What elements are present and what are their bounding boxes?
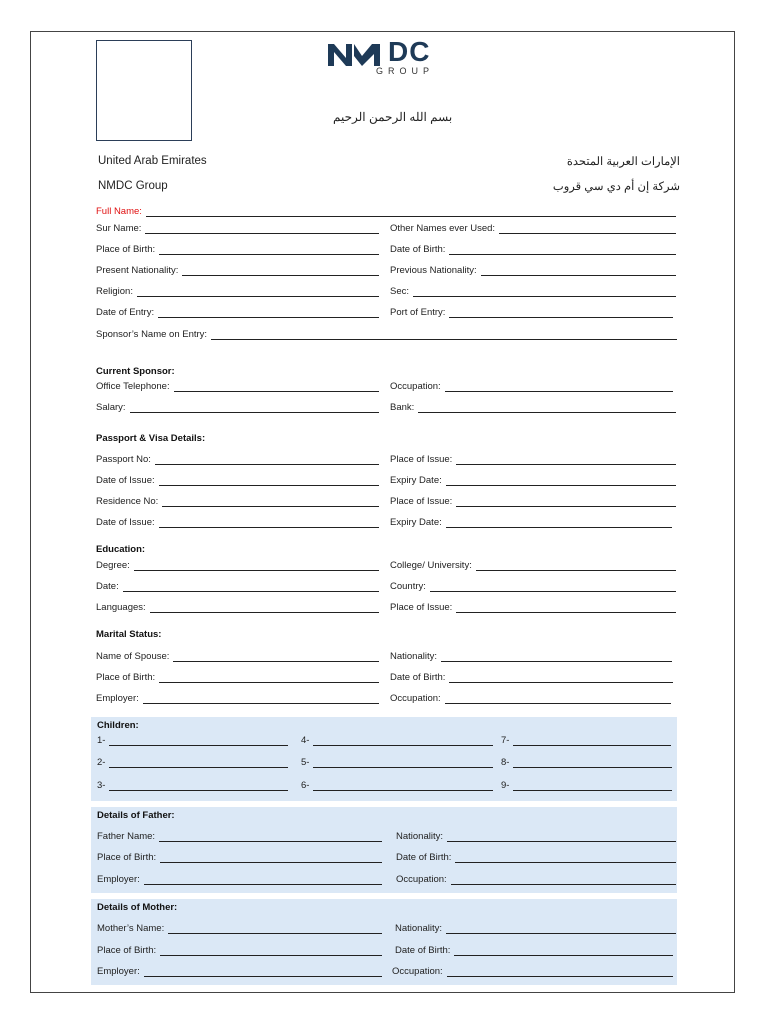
father-occupation-label: Occupation: — [396, 874, 447, 885]
spouse-nationality-line[interactable] — [441, 654, 672, 662]
religion-label: Religion: — [96, 286, 133, 297]
spouse-occupation-label: Occupation: — [390, 693, 441, 704]
child-2-line[interactable] — [109, 760, 288, 768]
religion-field[interactable] — [96, 285, 379, 297]
father-nationality-field[interactable] — [396, 830, 676, 842]
other-names-field[interactable] — [390, 222, 676, 234]
spouse-name-line[interactable] — [173, 654, 379, 662]
mother-place-of-birth-line[interactable] — [160, 948, 382, 956]
port-of-entry-field[interactable] — [390, 306, 673, 318]
mother-nationality-label: Nationality: — [395, 923, 442, 934]
spouse-place-of-birth-label: Place of Birth: — [96, 672, 156, 683]
company-en: NMDC Group — [98, 180, 168, 192]
education-date-field[interactable] — [96, 580, 379, 592]
sponsor-on-entry-field[interactable] — [96, 328, 677, 340]
mother-name-field[interactable] — [97, 922, 382, 934]
residence-date-of-issue-label: Date of Issue: — [96, 517, 155, 528]
spouse-place-of-birth-line[interactable] — [159, 675, 379, 683]
spouse-date-of-birth-field[interactable] — [390, 671, 673, 683]
children-heading: Children: — [97, 720, 139, 731]
mother-place-of-birth-field[interactable] — [97, 944, 382, 956]
father-employer-field[interactable] — [97, 873, 382, 885]
country-en: United Arab Emirates — [98, 155, 207, 167]
residence-expiry-line[interactable] — [446, 520, 672, 528]
date-of-entry-line[interactable] — [158, 310, 379, 318]
sec-label: Sec: — [390, 286, 410, 297]
residence-expiry-field[interactable] — [390, 516, 672, 528]
basmala: بسم الله الرحمن الرحيم — [333, 110, 453, 124]
mother-name-label: Mother’s Name: — [97, 923, 165, 934]
child-3-line[interactable] — [109, 783, 288, 791]
spouse-date-of-birth-label: Date of Birth: — [390, 672, 446, 683]
child-4-field[interactable] — [301, 734, 493, 746]
nmdc-logo — [328, 38, 436, 80]
spouse-place-of-birth-field[interactable] — [96, 671, 379, 683]
mother-occupation-field[interactable] — [392, 965, 673, 977]
marital-heading: Marital Status: — [96, 629, 162, 640]
mother-name-line[interactable] — [168, 926, 382, 934]
present-nationality-label: Present Nationality: — [96, 265, 179, 276]
sur-name-label: Sur Name: — [96, 223, 142, 234]
date-of-birth-line[interactable] — [449, 247, 676, 255]
photo-box[interactable] — [96, 40, 192, 141]
education-date-line[interactable] — [123, 584, 379, 592]
bank-line[interactable] — [418, 405, 676, 413]
mother-employer-field[interactable] — [97, 965, 382, 977]
mother-employer-line[interactable] — [144, 969, 382, 977]
residence-no-field[interactable] — [96, 495, 379, 507]
degree-field[interactable] — [96, 559, 379, 571]
spouse-name-label: Name of Spouse: — [96, 651, 170, 662]
child-2-field[interactable] — [97, 756, 288, 768]
father-occupation-field[interactable] — [396, 873, 676, 885]
passport-place-of-issue-line[interactable] — [456, 457, 676, 465]
child-6-label: 6- — [301, 780, 310, 791]
child-4-line[interactable] — [313, 738, 493, 746]
office-telephone-label: Office Telephone: — [96, 381, 170, 392]
salary-line[interactable] — [130, 405, 379, 413]
education-country-line[interactable] — [430, 584, 676, 592]
full-name-line[interactable] — [146, 209, 676, 217]
child-6-line[interactable] — [313, 783, 493, 791]
passport-no-label: Passport No: — [96, 454, 151, 465]
date-of-entry-field[interactable] — [96, 306, 379, 318]
college-label: College/ University: — [390, 560, 472, 571]
passport-no-line[interactable] — [155, 457, 379, 465]
father-date-of-birth-line[interactable] — [455, 855, 676, 863]
child-5-label: 5- — [301, 757, 310, 768]
place-of-birth-label: Place of Birth: — [96, 244, 156, 255]
child-4-label: 4- — [301, 735, 310, 746]
port-of-entry-label: Port of Entry: — [390, 307, 446, 318]
education-date-label: Date: — [96, 581, 119, 592]
child-7-label: 7- — [501, 735, 510, 746]
education-heading: Education: — [96, 544, 146, 555]
sponsor-occupation-line[interactable] — [445, 384, 673, 392]
salary-field[interactable] — [96, 401, 379, 413]
date-of-birth-label: Date of Birth: — [390, 244, 446, 255]
degree-label: Degree: — [96, 560, 130, 571]
child-7-line[interactable] — [513, 738, 671, 746]
port-of-entry-line[interactable] — [449, 310, 673, 318]
education-place-of-issue-label: Place of Issue: — [390, 602, 453, 613]
degree-line[interactable] — [134, 563, 379, 571]
passport-place-of-issue-label: Place of Issue: — [390, 454, 453, 465]
logo-group-text: GROUP — [376, 66, 435, 76]
residence-date-of-issue-line[interactable] — [159, 520, 379, 528]
other-names-label: Other Names ever Used: — [390, 223, 496, 234]
office-telephone-field[interactable] — [96, 380, 379, 392]
nmdc-logo-mark — [328, 42, 386, 66]
father-date-of-birth-label: Date of Birth: — [396, 852, 452, 863]
passport-heading: Passport & Visa Details: — [96, 433, 206, 444]
father-place-of-birth-field[interactable] — [97, 851, 382, 863]
sponsor-on-entry-line[interactable] — [211, 332, 677, 340]
father-employer-line[interactable] — [144, 877, 382, 885]
spouse-employer-line[interactable] — [143, 696, 379, 704]
country-ar: الإمارات العربية المتحدة — [566, 156, 680, 168]
previous-nationality-field[interactable] — [390, 264, 676, 276]
spouse-occupation-line[interactable] — [445, 696, 671, 704]
education-country-label: Country: — [390, 581, 426, 592]
present-nationality-line[interactable] — [182, 268, 379, 276]
father-place-of-birth-line[interactable] — [160, 855, 382, 863]
residence-no-line[interactable] — [162, 499, 379, 507]
child-1-line[interactable] — [109, 738, 288, 746]
sec-line[interactable] — [413, 289, 676, 297]
languages-line[interactable] — [150, 605, 379, 613]
father-name-line[interactable] — [159, 834, 382, 842]
passport-date-of-issue-line[interactable] — [159, 478, 379, 486]
place-of-birth-line[interactable] — [159, 247, 379, 255]
religion-line[interactable] — [137, 289, 379, 297]
mother-occupation-line[interactable] — [447, 969, 673, 977]
father-place-of-birth-label: Place of Birth: — [97, 852, 157, 863]
mother-nationality-line[interactable] — [446, 926, 676, 934]
father-heading: Details of Father: — [97, 810, 175, 821]
sur-name-field[interactable] — [96, 222, 379, 234]
passport-place-of-issue-field[interactable] — [390, 453, 676, 465]
college-line[interactable] — [476, 563, 676, 571]
mother-heading: Details of Mother: — [97, 902, 178, 913]
mother-date-of-birth-line[interactable] — [454, 948, 673, 956]
father-date-of-birth-field[interactable] — [396, 851, 676, 863]
mother-place-of-birth-label: Place of Birth: — [97, 945, 157, 956]
child-8-field[interactable] — [501, 756, 672, 768]
child-9-line[interactable] — [513, 783, 672, 791]
place-of-birth-field[interactable] — [96, 243, 379, 255]
date-of-entry-label: Date of Entry: — [96, 307, 155, 318]
mother-nationality-field[interactable] — [395, 922, 676, 934]
spouse-occupation-field[interactable] — [390, 692, 671, 704]
bank-field[interactable] — [390, 401, 676, 413]
residence-place-of-issue-label: Place of Issue: — [390, 496, 453, 507]
mother-date-of-birth-label: Date of Birth: — [395, 945, 451, 956]
previous-nationality-line[interactable] — [481, 268, 676, 276]
bank-label: Bank: — [390, 402, 415, 413]
mother-occupation-label: Occupation: — [392, 966, 443, 977]
passport-date-of-issue-label: Date of Issue: — [96, 475, 155, 486]
spouse-nationality-field[interactable] — [390, 650, 672, 662]
sponsor-occupation-field[interactable] — [390, 380, 673, 392]
passport-expiry-label: Expiry Date: — [390, 475, 442, 486]
child-2-label: 2- — [97, 757, 106, 768]
office-telephone-line[interactable] — [174, 384, 379, 392]
child-3-label: 3- — [97, 780, 106, 791]
present-nationality-field[interactable] — [96, 264, 379, 276]
father-occupation-line[interactable] — [451, 877, 676, 885]
child-8-line[interactable] — [513, 760, 672, 768]
full-name-label: Full Name: — [96, 206, 142, 217]
child-5-field[interactable] — [301, 756, 493, 768]
spouse-name-field[interactable] — [96, 650, 379, 662]
mother-employer-label: Employer: — [97, 966, 140, 977]
passport-expiry-field[interactable] — [390, 474, 676, 486]
child-6-field[interactable] — [301, 779, 493, 791]
sponsor-occupation-label: Occupation: — [390, 381, 441, 392]
spouse-employer-label: Employer: — [96, 693, 139, 704]
passport-date-of-issue-field[interactable] — [96, 474, 379, 486]
languages-label: Languages: — [96, 602, 146, 613]
father-nationality-label: Nationality: — [396, 831, 443, 842]
father-name-field[interactable] — [97, 830, 382, 842]
previous-nationality-label: Previous Nationality: — [390, 265, 477, 276]
education-place-of-issue-field[interactable] — [390, 601, 676, 613]
current-sponsor-heading: Current Sponsor: — [96, 366, 175, 377]
child-9-label: 9- — [501, 780, 510, 791]
child-8-label: 8- — [501, 757, 510, 768]
passport-no-field[interactable] — [96, 453, 379, 465]
passport-expiry-line[interactable] — [446, 478, 676, 486]
residence-no-label: Residence No: — [96, 496, 159, 507]
residence-place-of-issue-line[interactable] — [456, 499, 676, 507]
residence-expiry-label: Expiry Date: — [390, 517, 442, 528]
college-field[interactable] — [390, 559, 676, 571]
child-3-field[interactable] — [97, 779, 288, 791]
child-1-field[interactable] — [97, 734, 288, 746]
spouse-nationality-label: Nationality: — [390, 651, 437, 662]
spouse-employer-field[interactable] — [96, 692, 379, 704]
residence-place-of-issue-field[interactable] — [390, 495, 676, 507]
child-9-field[interactable] — [501, 779, 672, 791]
child-1-label: 1- — [97, 735, 106, 746]
date-of-birth-field[interactable] — [390, 243, 676, 255]
mother-date-of-birth-field[interactable] — [395, 944, 673, 956]
company-ar: شركة إن أم دي سي قروب — [552, 181, 680, 193]
sur-name-line[interactable] — [145, 226, 379, 234]
education-place-of-issue-line[interactable] — [456, 605, 676, 613]
sec-field[interactable] — [390, 285, 676, 297]
residence-date-of-issue-field[interactable] — [96, 516, 379, 528]
salary-label: Salary: — [96, 402, 126, 413]
education-country-field[interactable] — [390, 580, 676, 592]
child-5-line[interactable] — [313, 760, 493, 768]
logo-dc: DC — [388, 36, 431, 67]
father-employer-label: Employer: — [97, 874, 140, 885]
languages-field[interactable] — [96, 601, 379, 613]
father-name-label: Father Name: — [97, 831, 156, 842]
father-nationality-line[interactable] — [447, 834, 676, 842]
spouse-date-of-birth-line[interactable] — [449, 675, 673, 683]
sponsor-on-entry-label: Sponsor’s Name on Entry: — [96, 329, 208, 340]
full-name-field[interactable] — [96, 205, 676, 217]
other-names-line[interactable] — [499, 226, 676, 234]
child-7-field[interactable] — [501, 734, 671, 746]
